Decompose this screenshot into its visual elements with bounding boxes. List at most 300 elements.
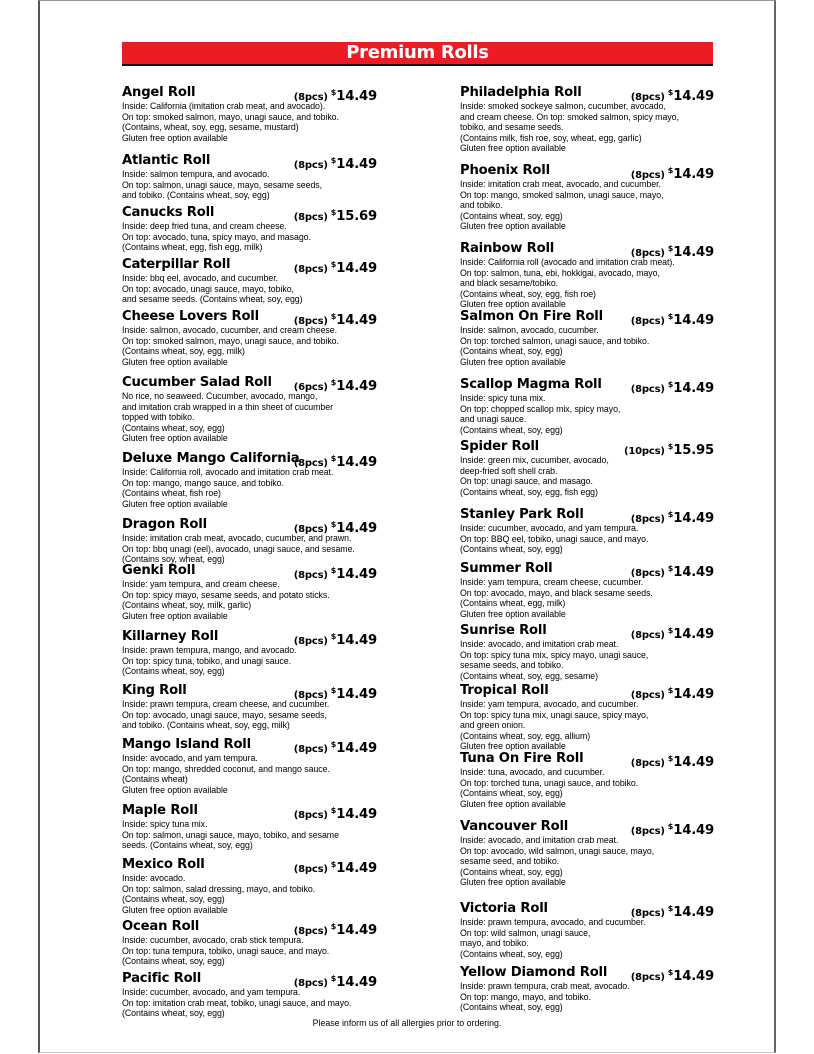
item-price-group xyxy=(631,819,714,839)
item-price: 14.49 xyxy=(673,167,714,182)
item-price-group xyxy=(631,623,714,643)
item-name: Canucks Roll xyxy=(122,205,215,220)
menu-item-header xyxy=(460,507,714,526)
item-price-group xyxy=(294,451,377,471)
item-price-group xyxy=(294,737,377,757)
item-description-line: (Contains, wheat, soy, egg, sesame, mustard) xyxy=(122,122,299,133)
menu-item-header xyxy=(122,737,377,756)
item-description-line: Gluten free option available xyxy=(460,608,566,619)
menu-item xyxy=(122,257,377,305)
item-description-line: On top: avocado, tuna, spicy mayo, and masago. xyxy=(122,231,311,242)
item-price-group xyxy=(631,751,714,771)
item-description-line: Inside: smoked sockeye salmon, cucumber, avocado, xyxy=(460,101,666,111)
menu-item xyxy=(460,751,714,809)
item-price: 14.49 xyxy=(336,633,377,648)
item-price: 15.95 xyxy=(673,443,714,458)
item-pieces: (8pcs) xyxy=(293,264,328,275)
item-price-group xyxy=(294,205,377,225)
currency-symbol: $ xyxy=(330,260,337,269)
item-description-line: Inside: salmon tempura, and avocado. xyxy=(122,169,270,179)
item-description-line: (Contains wheat, soy, egg) xyxy=(122,956,225,967)
item-name: Sunrise Roll xyxy=(460,623,547,638)
item-name: Dragon Roll xyxy=(122,517,207,532)
item-pieces: (8pcs) xyxy=(293,524,328,535)
item-description-line: On top: spicy tuna mix, spicy mayo, unagi sauce, xyxy=(460,649,649,660)
item-description-line: On top: spicy mayo, sesame seeds, and potato sticks. xyxy=(122,589,330,600)
item-description-line: Inside: deep fried tuna, and cream cheese. xyxy=(122,221,287,231)
item-price-group xyxy=(624,439,714,459)
item-price-group xyxy=(294,629,377,649)
menu-item-header xyxy=(122,857,377,876)
item-price: 14.49 xyxy=(336,861,377,876)
item-description-line: and black sesame/tobiko. xyxy=(460,278,559,289)
item-description-line: Inside: cucumber, avocado, and yam tempura. xyxy=(460,523,639,533)
item-description-line: (Contains wheat, soy, egg) xyxy=(460,346,563,357)
item-price: 14.49 xyxy=(336,567,377,582)
menu-item xyxy=(122,85,377,143)
item-name: Philadelphia Roll xyxy=(460,85,582,100)
item-price-group xyxy=(631,965,714,985)
allergy-notice: Please inform us of all allergies prior to ordering. xyxy=(312,1018,502,1028)
item-pieces: (8pcs) xyxy=(293,92,328,103)
menu-item xyxy=(460,901,714,959)
menu-item xyxy=(460,623,714,681)
currency-symbol: $ xyxy=(330,312,337,321)
item-description-line: sesame seed, and tobiko. xyxy=(460,856,560,867)
section-title: Premium Rolls xyxy=(122,42,713,66)
menu-item xyxy=(122,375,377,444)
item-description-line: (Contains wheat, soy, egg) xyxy=(460,424,563,435)
currency-symbol: $ xyxy=(667,626,674,635)
item-description-line: Inside: yam tempura, avocado, and cucumber. xyxy=(460,699,639,709)
item-price-group xyxy=(294,257,377,277)
item-description-line: (Contains wheat, soy, egg, allium) xyxy=(460,730,591,741)
item-description-line: On top: avocado, unagi sauce, mayo, tobiko, xyxy=(122,283,294,294)
item-description-line: On top: chopped scallop mix, spicy mayo, xyxy=(460,403,621,414)
menu-item-header xyxy=(460,561,714,580)
menu-item-header xyxy=(460,901,714,920)
item-price: 14.49 xyxy=(336,807,377,822)
item-description-line: Inside: avocado, and imitation crab meat. xyxy=(460,835,619,845)
menu-item-header xyxy=(460,163,714,182)
item-description-line: (Contains wheat) xyxy=(122,774,188,785)
item-price-group xyxy=(631,507,714,527)
item-description-line: (Contains wheat, fish roe) xyxy=(122,488,221,499)
menu-item-header xyxy=(460,751,714,770)
item-description-line: On top: tuna tempura, tobiko, unagi sauce, and mayo. xyxy=(122,945,330,956)
item-pieces: (8pcs) xyxy=(293,458,328,469)
currency-symbol: $ xyxy=(667,904,674,913)
item-pieces: (8pcs) xyxy=(630,826,665,837)
menu-item xyxy=(460,85,714,154)
menu-item-header xyxy=(460,623,714,642)
menu-item-header xyxy=(122,919,377,938)
menu-item xyxy=(122,971,377,1019)
item-pieces: (8pcs) xyxy=(293,160,328,171)
menu-item-header xyxy=(460,819,714,838)
currency-symbol: $ xyxy=(667,510,674,519)
currency-symbol: $ xyxy=(330,860,337,869)
item-pieces: (8pcs) xyxy=(293,690,328,701)
item-price: 14.49 xyxy=(673,245,714,260)
currency-symbol: $ xyxy=(330,566,337,575)
menu-item xyxy=(460,377,714,435)
item-price-group xyxy=(294,563,377,583)
item-description-line: Gluten free option available xyxy=(122,498,228,509)
item-description-line: Gluten free option available xyxy=(460,299,566,310)
item-description-line: Inside: green mix, cucumber, avocado, xyxy=(460,455,609,465)
item-description-line: deep-fried soft shell crab. xyxy=(460,465,558,476)
item-pieces: (8pcs) xyxy=(630,568,665,579)
menu-item xyxy=(122,451,377,509)
menu-item xyxy=(460,507,714,555)
currency-symbol: $ xyxy=(330,88,337,97)
item-pieces: (8pcs) xyxy=(630,316,665,327)
menu-item-header xyxy=(122,563,377,582)
item-name: Mexico Roll xyxy=(122,857,205,872)
item-description-line: mayo, and tobiko. xyxy=(460,938,529,949)
item-name: Phoenix Roll xyxy=(460,163,550,178)
currency-symbol: $ xyxy=(330,632,337,641)
item-description-line: Inside: prawn tempura, avocado, and cucumber. xyxy=(460,917,646,927)
item-description-line: Inside: California roll (avocado and imitation crab meat). xyxy=(460,257,675,267)
item-name: Atlantic Roll xyxy=(122,153,211,168)
item-description-line: and cream cheese. On top: smoked salmon, spicy mayo, xyxy=(460,111,679,122)
item-price: 14.49 xyxy=(336,741,377,756)
item-description-line: Inside: avocado. xyxy=(122,873,186,883)
currency-symbol: $ xyxy=(667,88,674,97)
menu-item xyxy=(122,205,377,253)
item-pieces: (8pcs) xyxy=(293,926,328,937)
item-description-line: (Contains wheat, soy, egg) xyxy=(122,666,225,677)
item-price: 14.49 xyxy=(336,89,377,104)
currency-symbol: $ xyxy=(667,968,674,977)
item-description-line: On top: spicy tuna mix, unagi sauce, spicy mayo, xyxy=(460,709,649,720)
item-description-line: Inside: cucumber, avocado, and yam tempura. xyxy=(122,987,301,997)
item-description-line: Gluten free option available xyxy=(460,356,566,367)
item-pieces: (8pcs) xyxy=(293,570,328,581)
item-price: 14.49 xyxy=(673,89,714,104)
item-pieces: (8pcs) xyxy=(630,908,665,919)
item-price: 14.49 xyxy=(673,687,714,702)
menu-item xyxy=(460,561,714,619)
menu-item-header xyxy=(460,309,714,328)
item-price: 15.69 xyxy=(336,209,377,224)
item-description-line: On top: mango, smoked salmon, unagi sauce, mayo, xyxy=(460,189,664,200)
currency-symbol: $ xyxy=(667,754,674,763)
item-description-line: Gluten free option available xyxy=(122,132,228,143)
item-price-group xyxy=(631,561,714,581)
item-description-line: (Contains wheat, egg, milk) xyxy=(460,598,566,609)
item-pieces: (10pcs) xyxy=(624,446,665,457)
item-description-line: On top: bbq unagi (eel), avocado, unagi sauce, and sesame. xyxy=(122,543,355,554)
item-description-line: On top: mango, shredded coconut, and mango sauce. xyxy=(122,763,330,774)
item-description-line: (Contains wheat, soy, egg) xyxy=(122,422,225,433)
item-pieces: (8pcs) xyxy=(630,758,665,769)
item-description-line: Gluten free option available xyxy=(460,221,566,232)
menu-item xyxy=(122,683,377,731)
currency-symbol: $ xyxy=(667,312,674,321)
item-description-line: and imitation crab wrapped in a thin sheet of cucumber xyxy=(122,401,333,412)
menu-item xyxy=(460,965,714,1013)
menu-item xyxy=(122,629,377,677)
item-name: Stanley Park Roll xyxy=(460,507,584,522)
item-description-line: topped with tobiko. xyxy=(122,412,195,423)
item-name: Killarney Roll xyxy=(122,629,219,644)
item-price: 14.49 xyxy=(673,969,714,984)
item-pieces: (8pcs) xyxy=(293,978,328,989)
item-price-group xyxy=(294,517,377,537)
item-description-line: (Contains wheat, soy, egg, fish egg) xyxy=(460,486,598,497)
item-name: Angel Roll xyxy=(122,85,196,100)
item-description-line: On top: salmon, salad dressing, mayo, and tobiko. xyxy=(122,883,316,894)
item-description-line: (Contains wheat, soy, egg, fish roe) xyxy=(460,288,596,299)
item-description-line: Inside: California (imitation crab meat, and avocado). xyxy=(122,101,326,111)
menu-item-header xyxy=(460,439,714,458)
item-name: Spider Roll xyxy=(460,439,539,454)
item-description-line: Inside: salmon, avocado, cucumber. xyxy=(460,325,599,335)
item-price: 14.49 xyxy=(336,923,377,938)
item-description-line: (Contains wheat, soy, egg) xyxy=(460,1002,563,1013)
item-name: Salmon On Fire Roll xyxy=(460,309,603,324)
menu-item-header xyxy=(460,683,714,702)
currency-symbol: $ xyxy=(330,520,337,529)
menu-item xyxy=(122,803,377,851)
item-description-line: Inside: spicy tuna mix. xyxy=(460,393,546,403)
currency-symbol: $ xyxy=(330,740,337,749)
item-price-group xyxy=(294,857,377,877)
item-price-group xyxy=(631,901,714,921)
currency-symbol: $ xyxy=(330,974,337,983)
currency-symbol: $ xyxy=(330,156,337,165)
currency-symbol: $ xyxy=(667,380,674,389)
menu-item xyxy=(122,563,377,621)
item-description-line: Gluten free option available xyxy=(122,610,228,621)
menu-item xyxy=(460,241,714,310)
item-price: 14.49 xyxy=(336,687,377,702)
currency-symbol: $ xyxy=(330,378,337,387)
item-name: Deluxe Mango California xyxy=(122,451,300,466)
menu-item-header xyxy=(122,971,377,990)
item-description-line: On top: torched salmon, unagi sauce, and tobiko. xyxy=(460,335,650,346)
item-description-line: Inside: prawn tempura, mango, and avocado. xyxy=(122,645,297,655)
item-price: 14.49 xyxy=(336,157,377,172)
item-price-group xyxy=(294,309,377,329)
item-description-line: tobiko, and sesame seeds. xyxy=(460,122,564,133)
item-name: Cucumber Salad Roll xyxy=(122,375,272,390)
item-description-line: and green onion. xyxy=(460,720,526,731)
menu-item xyxy=(122,309,377,367)
menu-item xyxy=(460,819,714,888)
item-name: Rainbow Roll xyxy=(460,241,555,256)
currency-symbol: $ xyxy=(667,564,674,573)
item-description-line: Gluten free option available xyxy=(460,741,566,752)
item-price-group xyxy=(631,163,714,183)
item-price: 14.49 xyxy=(673,755,714,770)
item-price: 14.49 xyxy=(336,455,377,470)
item-description-line: (Contains wheat, soy, egg) xyxy=(460,948,563,959)
item-description-line: On top: salmon, unagi sauce, mayo, sesame seeds, xyxy=(122,179,323,190)
item-description-line: Gluten free option available xyxy=(460,143,566,154)
item-pieces: (8pcs) xyxy=(630,972,665,983)
item-description-line: seeds. (Contains wheat, soy, egg) xyxy=(122,840,253,851)
menu-item xyxy=(460,309,714,367)
item-description-line: (Contains wheat, soy, milk, garlic) xyxy=(122,600,252,611)
item-description-line: Inside: yam tempura, cream cheese, cucumber. xyxy=(460,577,644,587)
item-name: Yellow Diamond Roll xyxy=(460,965,608,980)
item-price-group xyxy=(631,377,714,397)
item-description-line: On top: mango, mayo, and tobiko. xyxy=(460,991,591,1002)
menu-item xyxy=(122,737,377,795)
item-price-group xyxy=(294,85,377,105)
item-price: 14.49 xyxy=(336,521,377,536)
menu-item-header xyxy=(122,683,377,702)
item-description-line: (Contains wheat, soy, egg) xyxy=(460,866,563,877)
item-description-line: (Contains wheat, soy, egg) xyxy=(460,544,563,555)
menu-item-header xyxy=(460,965,714,984)
currency-symbol: $ xyxy=(667,686,674,695)
item-price-group xyxy=(631,683,714,703)
item-pieces: (8pcs) xyxy=(293,744,328,755)
menu-item xyxy=(460,163,714,232)
menu-item-header xyxy=(460,85,714,104)
currency-symbol: $ xyxy=(330,208,337,217)
item-price-group xyxy=(294,153,377,173)
item-price: 14.49 xyxy=(673,313,714,328)
item-name: Vancouver Roll xyxy=(460,819,569,834)
item-description-line: On top: salmon, unagi sauce, mayo, tobiko, and sesame xyxy=(122,829,339,840)
item-description-line: Inside: prawn tempura, crab meat, avocado. xyxy=(460,981,630,991)
item-price-group xyxy=(631,241,714,261)
item-description-line: Inside: tuna, avocado, and cucumber. xyxy=(460,767,605,777)
item-description-line: Inside: bbq eel, avocado, and cucumber. xyxy=(122,273,279,283)
item-pieces: (8pcs) xyxy=(293,864,328,875)
item-description-line: (Contains wheat, soy, egg) xyxy=(122,1008,225,1019)
item-description-line: Inside: imitation crab meat, avocado, cucumber, and prawn. xyxy=(122,533,352,543)
item-description-line: Inside: cucumber, avocado, crab stick tempura. xyxy=(122,935,304,945)
item-name: Victoria Roll xyxy=(460,901,548,916)
item-pieces: (6pcs) xyxy=(293,382,328,393)
item-price-group xyxy=(631,309,714,329)
item-name: Genki Roll xyxy=(122,563,196,578)
item-description-line: sesame seeds, and tobiko. xyxy=(460,660,564,671)
menu-item xyxy=(460,439,714,497)
item-name: Pacific Roll xyxy=(122,971,202,986)
menu-item-header xyxy=(122,85,377,104)
menu-item-header xyxy=(122,375,377,394)
item-description-line: Inside: yam tempura, and cream cheese. xyxy=(122,579,280,589)
item-description-line: and tobiko. (Contains wheat, soy, egg, milk) xyxy=(122,720,290,731)
item-description-line: On top: wild salmon, unagi sauce, xyxy=(460,927,591,938)
item-price: 14.49 xyxy=(336,261,377,276)
item-description-line: Inside: salmon, avocado, cucumber, and cream cheese. xyxy=(122,325,337,335)
item-description-line: Gluten free option available xyxy=(122,433,228,444)
item-description-line: and tobiko. xyxy=(460,200,503,211)
item-description-line: On top: unagi sauce, and masago. xyxy=(460,476,593,487)
item-price: 14.49 xyxy=(673,565,714,580)
menu-item-header xyxy=(460,377,714,396)
item-price-group xyxy=(294,919,377,939)
menu-item xyxy=(122,153,377,201)
item-pieces: (8pcs) xyxy=(630,170,665,181)
menu-item-header xyxy=(122,803,377,822)
item-price-group xyxy=(631,85,714,105)
item-pieces: (8pcs) xyxy=(630,384,665,395)
item-price: 14.49 xyxy=(336,975,377,990)
currency-symbol: $ xyxy=(330,454,337,463)
currency-symbol: $ xyxy=(667,244,674,253)
item-description-line: and tobiko. (Contains wheat, soy, egg) xyxy=(122,190,270,201)
menu-item-header xyxy=(122,153,377,172)
item-name: Scallop Magma Roll xyxy=(460,377,602,392)
menu-item xyxy=(122,517,377,565)
item-description-line: (Contains milk, fish roe, soy, wheat, egg, garlic) xyxy=(460,132,642,143)
item-description-line: On top: avocado, wild salmon, unagi sauce, mayo, xyxy=(460,845,655,856)
item-description-line: On top: spicy tuna, tobiko, and unagi sauce. xyxy=(122,655,291,666)
item-description-line: (Contains wheat, egg, fish egg, milk) xyxy=(122,242,263,253)
item-price-group xyxy=(294,683,377,703)
item-name: Tuna On Fire Roll xyxy=(460,751,584,766)
item-description-line: Gluten free option available xyxy=(460,798,566,809)
item-name: Mango Island Roll xyxy=(122,737,251,752)
item-pieces: (8pcs) xyxy=(630,630,665,641)
item-price: 14.49 xyxy=(336,313,377,328)
item-description-line: On top: salmon, tuna, ebi, hokkigai, avocado, mayo, xyxy=(460,267,660,278)
item-description-line: On top: smoked salmon, mayo, unagi sauce, and tobiko. xyxy=(122,111,339,122)
item-pieces: (8pcs) xyxy=(630,248,665,259)
item-description-line: (Contains wheat, soy, egg) xyxy=(122,894,225,905)
item-description-line: Inside: avocado, and imitation crab meat. xyxy=(460,639,619,649)
item-price-group xyxy=(294,375,377,395)
currency-symbol: $ xyxy=(330,806,337,815)
item-description-line: and sesame seeds. (Contains wheat, soy, egg) xyxy=(122,294,303,305)
item-price: 14.49 xyxy=(673,627,714,642)
currency-symbol: $ xyxy=(330,686,337,695)
item-description-line: Gluten free option available xyxy=(460,877,566,888)
item-description-line: On top: torched tuna, unagi sauce, and tobiko. xyxy=(460,777,639,788)
item-description-line: Inside: avocado, and yam tempura. xyxy=(122,753,258,763)
item-description-line: and unagi sauce. xyxy=(460,414,527,425)
currency-symbol: $ xyxy=(330,922,337,931)
item-pieces: (8pcs) xyxy=(293,636,328,647)
item-description-line: Gluten free option available xyxy=(122,784,228,795)
currency-symbol: $ xyxy=(667,822,674,831)
item-name: Caterpillar Roll xyxy=(122,257,231,272)
item-description-line: Inside: spicy tuna mix. xyxy=(122,819,208,829)
item-description-line: (Contains wheat, soy, egg) xyxy=(460,210,563,221)
item-name: Tropical Roll xyxy=(460,683,549,698)
item-description-line: Inside: California roll, avocado and imitation crab meat. xyxy=(122,467,334,477)
menu-item-header xyxy=(122,451,377,470)
item-price: 14.49 xyxy=(336,379,377,394)
menu-item-header xyxy=(122,205,377,224)
item-description-line: (Contains wheat, soy, egg, milk) xyxy=(122,346,245,357)
item-pieces: (8pcs) xyxy=(293,316,328,327)
item-pieces: (8pcs) xyxy=(293,212,328,223)
item-pieces: (8pcs) xyxy=(293,810,328,821)
menu-item-header xyxy=(122,257,377,276)
item-name: Maple Roll xyxy=(122,803,198,818)
item-pieces: (8pcs) xyxy=(630,92,665,103)
item-price: 14.49 xyxy=(673,511,714,526)
item-price: 14.49 xyxy=(673,823,714,838)
menu-item xyxy=(460,683,714,752)
item-name: Summer Roll xyxy=(460,561,553,576)
item-price: 14.49 xyxy=(673,905,714,920)
menu-item xyxy=(122,857,377,915)
menu-item-header xyxy=(122,629,377,648)
item-description-line: Inside: prawn tempura, cream cheese, and cucumber. xyxy=(122,699,330,709)
